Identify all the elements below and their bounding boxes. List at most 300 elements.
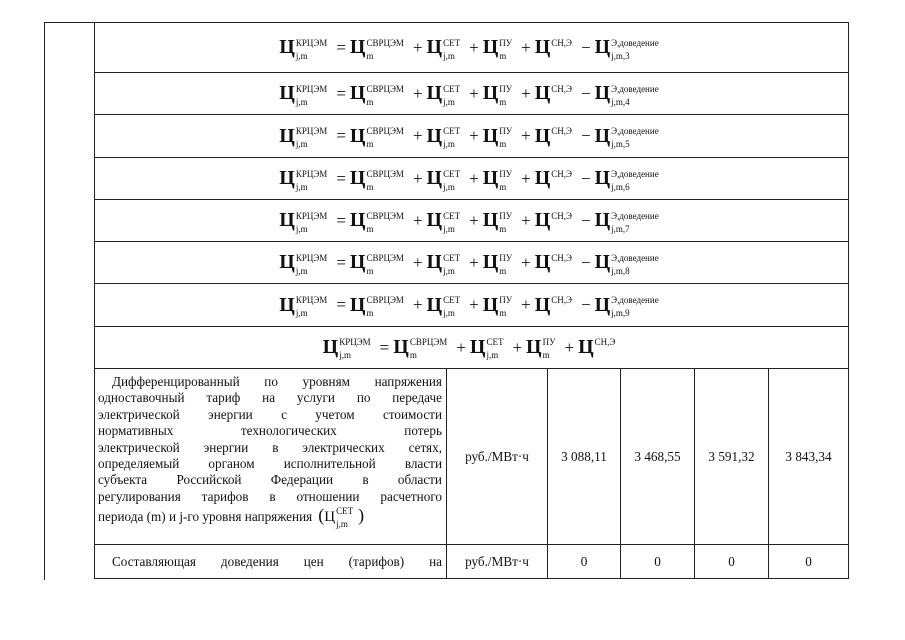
t1-term-symbol: Ц <box>349 82 366 104</box>
operator: + <box>412 210 423 230</box>
t1-term-sub: m <box>366 265 374 276</box>
t1-term-sup: СВРЦЭМ <box>366 168 404 179</box>
lhs-term <box>279 82 332 105</box>
t3-term-sup: ПУ <box>499 252 513 263</box>
t1-term-sub: m <box>366 308 374 319</box>
t1-term-sup: СВРЦЭМ <box>366 252 404 263</box>
operator: + <box>564 337 575 357</box>
tariff-last-line <box>98 507 442 527</box>
t3-term <box>483 125 517 148</box>
t1-term-symbol: Ц <box>349 124 366 147</box>
operator: + <box>469 252 479 272</box>
tariff-line: электрической энергии в электрических сетях, <box>98 439 442 455</box>
t3-term-sup: ПУ <box>499 37 513 48</box>
tariff-line: субъекта Российской Федерации в области <box>98 472 442 488</box>
t5-term-sup: Э,доведение <box>611 210 659 221</box>
t4-term <box>535 82 577 105</box>
operator: + <box>412 168 423 188</box>
t4-term-sub <box>551 225 572 234</box>
operator: + <box>469 126 479 145</box>
t5-term-scripts <box>611 295 659 319</box>
t5-term-scripts <box>611 83 659 107</box>
lhs-term-symbol: Ц <box>279 251 295 273</box>
t2-term-scripts <box>443 126 461 150</box>
lhs-term <box>323 336 376 359</box>
operator: = <box>336 168 346 188</box>
t5-term-symbol: Ц <box>594 124 611 147</box>
t5-term-scripts <box>611 126 659 150</box>
formula-row-4 <box>95 73 848 114</box>
t1-term-scripts <box>366 295 404 319</box>
operator: + <box>512 337 523 357</box>
t1-term-symbol: Ц <box>349 209 366 231</box>
t3-term <box>483 36 517 59</box>
t4-term-sub <box>551 309 572 318</box>
t4-term-sub <box>551 98 572 107</box>
formula-row-5 <box>95 115 848 157</box>
operator: + <box>412 295 423 314</box>
t1-term-symbol: Ц <box>349 251 366 273</box>
tariff-line: определяемый органом исполнительной власти <box>98 456 442 472</box>
t2-term-sub: j,m <box>443 308 455 319</box>
t2-term <box>427 167 466 190</box>
operator: + <box>469 83 479 103</box>
t4-term-sup: СН,Э <box>594 337 616 348</box>
t2-term-sub: j,m <box>443 223 455 234</box>
t2-term-symbol: Ц <box>426 167 443 189</box>
t1-term-sup: СВРЦЭМ <box>409 337 448 348</box>
t2-term-symbol: Ц <box>426 124 443 147</box>
last-row-unit: руб./МВт·ч <box>465 553 529 569</box>
t5-term-symbol: Ц <box>594 293 611 316</box>
t5-term-sub: j,m,6 <box>611 181 630 192</box>
t1-term-sub: m <box>366 181 374 192</box>
formula-row-3 <box>95 23 848 72</box>
lhs-term-sub: j,m <box>295 181 308 192</box>
t5-term <box>595 209 664 232</box>
lhs-term-sup: КРЦЭМ <box>339 337 371 348</box>
tariff-line: Дифференцированный по уровням напряжения <box>112 374 442 389</box>
t4-term-scripts <box>551 37 572 59</box>
t4-term <box>535 125 577 148</box>
t5-term-symbol: Ц <box>594 251 611 273</box>
t3-term-scripts <box>499 168 513 192</box>
t2-term-symbol: Ц <box>469 336 486 358</box>
lhs-term-sub: j,m <box>295 308 308 319</box>
operator: = <box>379 337 390 357</box>
operator: + <box>469 168 479 188</box>
lhs-term-scripts <box>295 252 328 276</box>
lhs-term <box>279 294 332 317</box>
operator: − <box>580 83 591 103</box>
t1-term-sup: СВРЦЭМ <box>366 295 404 306</box>
lhs-term-scripts <box>295 210 328 234</box>
lhs-term-sup: КРЦЭМ <box>295 252 328 263</box>
t4-term <box>535 209 577 232</box>
operator: + <box>521 210 531 230</box>
lhs-term <box>279 251 332 274</box>
t4-term-sub <box>551 52 572 61</box>
t5-term-sup: Э,доведение <box>611 37 659 48</box>
last-row-text <box>98 554 442 570</box>
t3-term-scripts <box>499 210 513 234</box>
t4-term-sup: СН,Э <box>551 295 572 306</box>
t1-term-scripts <box>366 210 404 234</box>
t3-term-sup: ПУ <box>542 337 556 348</box>
t3-term-sub: m <box>542 350 550 361</box>
tariff-symbol-letter: Ц <box>324 509 336 526</box>
t3-term-sub: m <box>499 139 507 150</box>
t4-term <box>535 251 577 274</box>
operator: + <box>412 252 423 272</box>
lhs-term-scripts <box>295 83 328 107</box>
lhs-term-scripts <box>295 168 328 192</box>
t4-term-sub <box>551 267 572 276</box>
last-row-label: Составляющая доведения цен (тарифов) на <box>112 554 442 569</box>
tariff-last-line-text: периода (m) и j-го уровня напряжения <box>98 508 313 524</box>
lhs-term-symbol: Ц <box>279 167 295 189</box>
lhs-term <box>279 209 332 232</box>
t4-term-scripts <box>551 252 572 274</box>
t1-term-sub: m <box>366 50 374 61</box>
tariff-symbol-scripts <box>336 505 354 529</box>
t4-term-scripts <box>551 168 572 190</box>
operator: − <box>580 126 591 145</box>
t3-term <box>483 251 517 274</box>
t3-term-sup: ПУ <box>499 295 513 306</box>
lhs-term-sub: j,m <box>295 96 308 107</box>
t5-term-sup: Э,доведение <box>611 83 659 94</box>
lhs-term-symbol: Ц <box>279 209 295 231</box>
operator: + <box>521 126 531 145</box>
t3-term-sub: m <box>499 96 507 107</box>
operator: − <box>580 168 591 188</box>
operator: = <box>336 252 346 272</box>
lhs-term <box>279 167 332 190</box>
lhs-term-scripts <box>295 295 328 319</box>
t4-term <box>535 294 577 317</box>
t2-term <box>427 251 466 274</box>
table-left-border <box>44 22 45 580</box>
operator: − <box>580 252 591 272</box>
tariff-unit: руб./МВт·ч <box>465 448 529 464</box>
t5-term-symbol: Ц <box>594 167 611 189</box>
t4-term-scripts <box>551 210 572 232</box>
lhs-term-sup: КРЦЭМ <box>295 168 328 179</box>
table-bottom-border <box>94 578 849 579</box>
operator: + <box>412 83 423 103</box>
t2-term-sub: j,m <box>443 50 455 61</box>
t2-term-sub: j,m <box>443 139 455 150</box>
tariff-description <box>98 374 442 527</box>
lhs-term-sub: j,m <box>295 139 308 150</box>
t5-term-sub: j,m,4 <box>611 96 630 107</box>
t4-term <box>535 167 577 190</box>
t5-term-sup: Э,доведение <box>611 295 659 306</box>
t3-term-symbol: Ц <box>482 36 499 58</box>
t4-term-symbol: Ц <box>534 82 551 104</box>
last-row-value-1: 0 <box>580 553 588 569</box>
t1-term <box>350 251 409 274</box>
t1-term-sup: СВРЦЭМ <box>366 37 404 48</box>
formula-row-8 <box>95 242 848 283</box>
t1-term <box>393 336 452 359</box>
lhs-term-sub: j,m <box>295 265 308 276</box>
t2-term <box>427 209 466 232</box>
t2-term-scripts <box>443 252 461 276</box>
table-right-border <box>848 22 849 578</box>
t3-term-scripts <box>542 337 556 361</box>
t3-term-sup: ПУ <box>499 210 513 221</box>
t3-term-sup: ПУ <box>499 83 513 94</box>
operator: + <box>412 126 423 145</box>
tariff-line: нормативных технологических потерь <box>98 423 442 439</box>
lhs-term-symbol: Ц <box>279 82 295 104</box>
t2-term-scripts <box>443 168 461 192</box>
t3-term-sub: m <box>499 50 507 61</box>
t2-term <box>427 82 466 105</box>
t3-term <box>483 167 517 190</box>
t3-term-symbol: Ц <box>526 336 542 358</box>
t1-term-symbol: Ц <box>349 293 366 316</box>
operator: − <box>580 37 591 57</box>
t1-term <box>350 209 409 232</box>
t2-term-symbol: Ц <box>426 293 443 316</box>
t4-term-scripts <box>551 126 572 147</box>
t4-term-symbol: Ц <box>534 36 551 58</box>
t4-term-symbol: Ц <box>534 209 551 231</box>
t5-term-scripts <box>611 210 659 234</box>
operator: = <box>336 83 346 103</box>
t4-term-sup: СН,Э <box>551 83 572 94</box>
tariff-value-3: 3 591,32 <box>708 448 755 464</box>
t5-term <box>595 294 664 317</box>
t4-term-scripts <box>551 83 572 105</box>
t3-term-sub: m <box>499 265 507 276</box>
t1-term-symbol: Ц <box>349 167 366 189</box>
lhs-term-sup: КРЦЭМ <box>295 37 328 48</box>
t1-term <box>350 36 409 59</box>
paren-close: ) <box>358 505 365 526</box>
t3-term <box>483 209 517 232</box>
t1-term-symbol: Ц <box>393 336 409 358</box>
lhs-term-symbol: Ц <box>279 124 295 147</box>
t3-term <box>483 294 517 317</box>
operator: − <box>580 295 591 314</box>
t2-term-scripts <box>443 37 461 61</box>
t5-term-sub: j,m,8 <box>611 265 630 276</box>
t3-term <box>526 336 560 359</box>
t5-term <box>595 82 664 105</box>
t2-term-scripts <box>443 83 461 107</box>
t4-term-scripts <box>551 295 572 316</box>
t3-term-symbol: Ц <box>482 251 499 273</box>
last-row-value-4: 0 <box>805 553 812 569</box>
formula-row-final <box>95 327 848 368</box>
last-row-value-2: 0 <box>654 553 661 569</box>
t4-term <box>578 336 620 359</box>
t2-term-sup: СЕТ <box>443 126 461 137</box>
operator: + <box>521 252 531 272</box>
lhs-term-symbol: Ц <box>279 36 295 58</box>
t5-term <box>595 251 664 274</box>
t1-term-sub: m <box>409 350 417 361</box>
t1-term-sup: СВРЦЭМ <box>366 126 404 137</box>
t1-term-scripts <box>366 252 404 276</box>
lhs-term-sub: j,m <box>295 223 308 234</box>
t5-term-sup: Э,доведение <box>611 252 659 263</box>
t2-term-symbol: Ц <box>426 36 443 58</box>
operator: + <box>521 168 531 188</box>
t5-term-symbol: Ц <box>594 209 611 231</box>
t5-term-symbol: Ц <box>594 36 611 58</box>
tariff-line: регулирования тарифов в отношении расчетного <box>98 488 442 504</box>
t4-term-sub <box>551 183 572 192</box>
t5-term-scripts <box>611 37 659 61</box>
lhs-term-scripts <box>295 37 328 61</box>
t3-term-scripts <box>499 126 513 150</box>
t1-term-sub: m <box>366 223 374 234</box>
t5-term-symbol: Ц <box>594 82 611 104</box>
t4-term-scripts <box>594 337 616 358</box>
t2-term <box>427 125 466 148</box>
t1-term-symbol: Ц <box>349 36 366 58</box>
lhs-term-scripts <box>339 337 371 361</box>
t1-term-scripts <box>366 37 404 61</box>
t2-term-scripts <box>443 295 461 319</box>
t4-term-sup: СН,Э <box>551 37 572 48</box>
lhs-term-sub: j,m <box>339 350 351 361</box>
lhs-term-sup: КРЦЭМ <box>295 126 328 137</box>
tariff-line: электрической энергии с учетом стоимости <box>98 406 442 422</box>
t2-term-sup: СЕТ <box>486 337 504 348</box>
t3-term-scripts <box>499 252 513 276</box>
lhs-term-sub: j,m <box>295 50 308 61</box>
tariff-value-1: 3 088,11 <box>561 448 607 464</box>
paren-open: ( <box>318 505 325 526</box>
tariff-symbol-sub: j,m <box>336 518 348 529</box>
t1-term-sup: СВРЦЭМ <box>366 210 404 221</box>
lhs-term-symbol: Ц <box>322 336 339 358</box>
t3-term-scripts <box>499 83 513 107</box>
tariff-symbol <box>318 507 364 527</box>
lhs-term-sup: КРЦЭМ <box>295 83 328 94</box>
t3-term-sub: m <box>499 308 507 319</box>
t2-term <box>427 36 466 59</box>
t2-term-sup: СЕТ <box>443 252 461 263</box>
t4-term-symbol: Ц <box>534 293 551 316</box>
operator: + <box>469 295 479 314</box>
t5-term <box>595 36 664 59</box>
t2-term <box>470 336 509 359</box>
operator: = <box>336 210 346 230</box>
t5-term <box>595 125 664 148</box>
t4-term-sub <box>595 351 616 360</box>
t4-term-symbol: Ц <box>578 336 594 358</box>
tariff-symbol-sup: СЕТ <box>336 505 354 516</box>
t3-term-symbol: Ц <box>482 167 499 189</box>
t1-term-sup: СВРЦЭМ <box>366 83 404 94</box>
t3-term-symbol: Ц <box>482 82 499 104</box>
t1-term-sub: m <box>366 139 374 150</box>
formula-row-6 <box>95 158 848 199</box>
t2-term-sub: j,m <box>443 181 455 192</box>
t3-term-scripts <box>499 295 513 319</box>
t1-term-scripts <box>366 168 404 192</box>
t2-term-symbol: Ц <box>426 82 443 104</box>
operator: − <box>580 210 591 230</box>
lhs-term-scripts <box>295 126 328 150</box>
operator: + <box>412 37 423 57</box>
operator: + <box>469 210 479 230</box>
formula-row-9 <box>95 284 848 326</box>
t3-term <box>483 82 517 105</box>
t2-term-sup: СЕТ <box>443 83 461 94</box>
t2-term-sup: СЕТ <box>443 295 461 306</box>
tariff-value-4: 3 843,34 <box>785 448 832 464</box>
tariff-value-2: 3 468,55 <box>634 448 681 464</box>
t5-term-sub: j,m,9 <box>611 308 630 319</box>
t2-term-symbol: Ц <box>426 209 443 231</box>
operator: + <box>456 337 466 357</box>
t1-term <box>350 82 409 105</box>
t4-term <box>535 36 577 59</box>
t2-term <box>427 294 466 317</box>
operator: = <box>336 126 346 145</box>
t5-term-sub: j,m,7 <box>611 223 630 234</box>
t5-term-scripts <box>611 168 659 192</box>
t2-term-symbol: Ц <box>426 251 443 273</box>
operator: + <box>521 295 531 314</box>
t1-term-scripts <box>366 126 404 150</box>
t5-term-sup: Э,доведение <box>611 126 659 137</box>
t5-term-sub: j,m,5 <box>611 139 630 150</box>
t3-term-scripts <box>499 37 513 61</box>
operator: = <box>336 37 346 57</box>
t2-term-sup: СЕТ <box>443 210 461 221</box>
t4-term-sup: СН,Э <box>551 210 572 221</box>
t3-term-symbol: Ц <box>482 124 499 147</box>
t4-term-sup: СН,Э <box>551 252 572 263</box>
t2-term-sub: j,m <box>443 265 455 276</box>
tariff-line: одноставочный тариф на услуги по передаче <box>98 390 442 406</box>
t5-term-scripts <box>611 252 659 276</box>
t1-term-sub: m <box>366 96 374 107</box>
t4-term-symbol: Ц <box>534 167 551 189</box>
t2-term-sub: j,m <box>486 350 499 361</box>
t3-term-sub: m <box>499 223 507 234</box>
operator: = <box>336 295 346 314</box>
t2-term-scripts <box>486 337 504 361</box>
t3-term-sup: ПУ <box>499 168 513 179</box>
last-row-value-3: 0 <box>728 553 735 569</box>
t2-term-scripts <box>443 210 461 234</box>
lhs-term-symbol: Ц <box>279 293 295 316</box>
lhs-term <box>279 125 332 148</box>
t4-term-sup: СН,Э <box>551 126 572 137</box>
t5-term-sub: j,m,3 <box>611 50 630 61</box>
t1-term <box>350 125 409 148</box>
t5-term <box>595 167 664 190</box>
lhs-term-sup: КРЦЭМ <box>295 295 328 306</box>
t3-term-sup: ПУ <box>499 126 513 137</box>
t3-term-symbol: Ц <box>482 293 499 316</box>
t3-term-symbol: Ц <box>482 209 499 231</box>
t5-term-sup: Э,доведение <box>611 168 659 179</box>
t1-term <box>350 167 409 190</box>
operator: + <box>469 37 479 57</box>
t4-term-sub <box>551 140 572 149</box>
